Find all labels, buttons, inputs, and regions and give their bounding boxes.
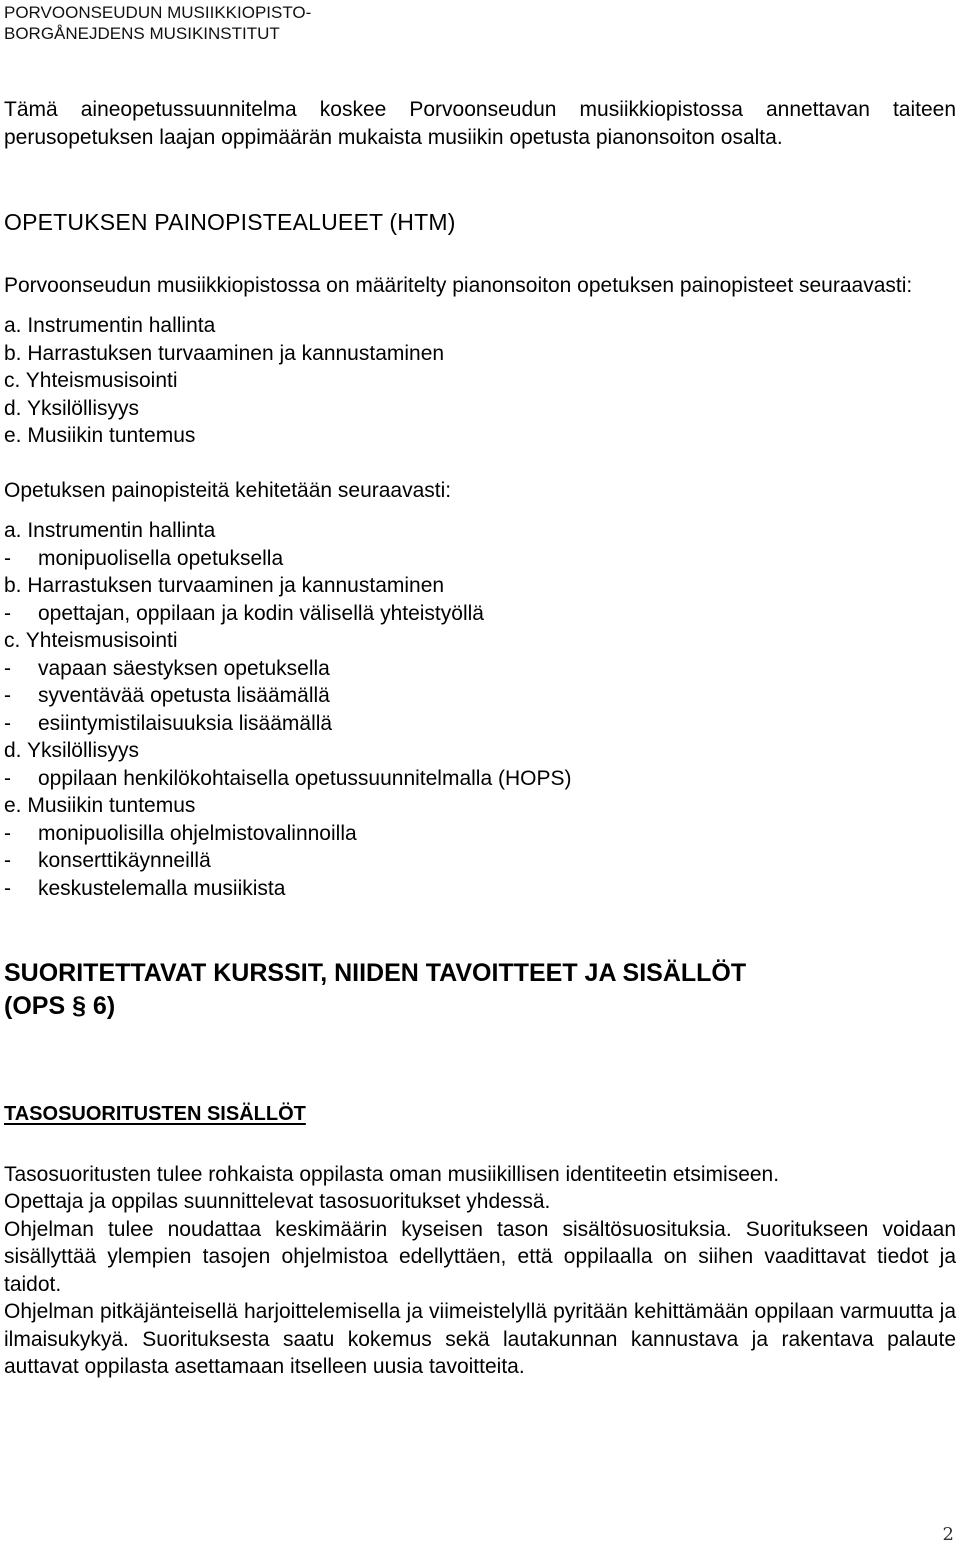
list-item: - syventävää opetusta lisäämällä	[4, 682, 956, 710]
list-item: - esiintymistilaisuuksia lisäämällä	[4, 710, 956, 738]
list-heading: c. Yhteismusisointi	[4, 629, 178, 652]
list-item: - konserttikäynneillä	[4, 847, 956, 875]
document-header	[4, 2, 311, 44]
level-paragraph: Ohjelman pitkäjänteisellä harjoittelemisella ja viimeistelyllä pyritään kehittämään oppilaan varmuutta ja ilmaisukykyä. Suorituksesta saatu kokemus sekä lautakunnan kannustava ja rakentava palaute auttavat oppilasta asettamaan itselleen uusia tavoitteita.	[4, 1300, 956, 1378]
list-item: - oppilaan henkilökohtaisella opetussuunnitelmalla (HOPS)	[4, 765, 956, 793]
list-item: e. Musiikin tuntemus	[4, 424, 196, 447]
focus-areas-lead: Porvoonseudun musiikkiopistossa on määritelty pianonsoiton opetuksen painopisteet seuraavasti:	[4, 273, 913, 297]
list-item: - monipuolisella opetuksella	[4, 545, 956, 573]
dash-marker: -	[4, 821, 11, 845]
document-body	[4, 96, 956, 1381]
dash-marker: -	[4, 876, 11, 900]
list-item: c. Yhteismusisointi	[4, 369, 178, 392]
dash-marker: -	[4, 711, 11, 735]
list-item: - vapaan säestyksen opetuksella	[4, 655, 956, 683]
list-heading: d. Yksilöllisyys	[4, 739, 139, 762]
section-title-focus-areas: OPETUKSEN PAINOPISTEALUEET (HTM)	[4, 209, 456, 235]
header-line-1: PORVOONSEUDUN MUSIIKKIOPISTO-	[4, 3, 312, 22]
list-item: - monipuolisilla ohjelmistovalinnoilla	[4, 820, 956, 848]
section-title-courses-line-1: SUORITETTAVAT KURSSIT, NIIDEN TAVOITTEET JA SISÄLLÖT	[4, 959, 747, 987]
section-title-level-contents: TASOSUORITUSTEN SISÄLLÖT	[4, 1103, 306, 1125]
focus-areas-list	[4, 312, 956, 450]
list-item: a. Instrumentin hallinta	[4, 314, 216, 337]
list-heading: a. Instrumentin hallinta	[4, 519, 216, 542]
level-paragraph: Tasosuoritusten tulee rohkaista oppilasta oman musiikillisen identiteetin etsimiseen.	[4, 1162, 780, 1186]
list-heading: e. Musiikin tuntemus	[4, 794, 196, 817]
list-item: d. Yksilöllisyys	[4, 396, 139, 420]
section-title-courses-line-2: (OPS § 6)	[4, 992, 116, 1020]
dash-marker: -	[4, 601, 11, 625]
dash-marker: -	[4, 684, 11, 707]
development-lead: Opetuksen painopisteitä kehitetään seuraavasti:	[4, 478, 452, 502]
list-item: - keskustelemalla musiikista	[4, 875, 956, 903]
dash-marker: -	[4, 546, 11, 570]
level-paragraph: Ohjelman tulee noudattaa keskimäärin kyseisen tason sisältösuosituksia. Suoritukseen voidaan sisällyttää ylempien tasojen ohjelmistoa edellyttäen, että oppilaalla on siihen vaadittavat tiedot ja taidot.	[4, 1217, 956, 1296]
intro-paragraph: Tämä aineopetussuunnitelma koskee Porvoonseudun musiikkiopistossa annettavan taiteen perusopetuksen laajan oppimäärän mukaista musiikin opetusta pianonsoiton osalta.	[4, 98, 956, 149]
list-item: - opettajan, oppilaan ja kodin välisellä yhteistyöllä	[4, 600, 956, 628]
dash-marker: -	[4, 766, 11, 790]
header-line-2: BORGÅNEJDENS MUSIKINSTITUT	[4, 24, 280, 43]
page-number: 2	[942, 1524, 954, 1545]
list-item: b. Harrastuksen turvaaminen ja kannustaminen	[4, 341, 445, 365]
dash-marker: -	[4, 656, 11, 680]
section-title-courses	[4, 957, 956, 1023]
level-paragraph: Opettaja ja oppilas suunnittelevat tasosuoritukset yhdessä.	[4, 1190, 551, 1213]
dash-marker: -	[4, 849, 11, 872]
list-heading: b. Harrastuksen turvaaminen ja kannustaminen	[4, 574, 445, 597]
development-list	[4, 517, 956, 902]
